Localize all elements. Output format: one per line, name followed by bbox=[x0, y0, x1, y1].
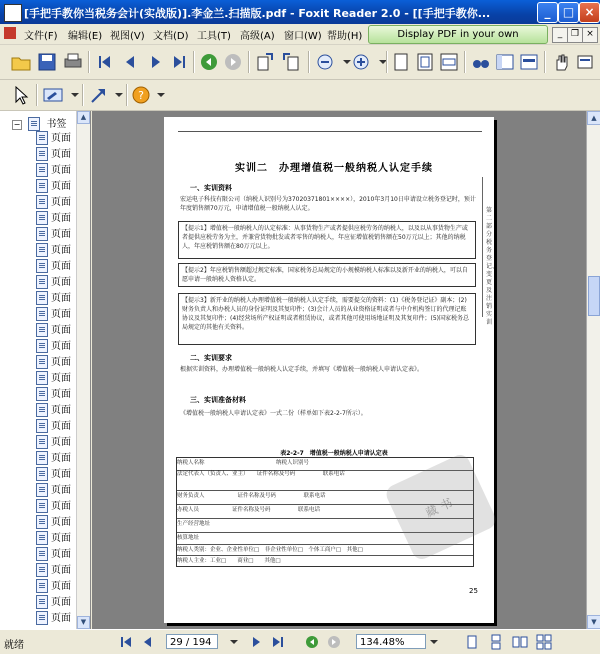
page-number: 25 bbox=[469, 587, 478, 595]
section-heading-1: 一、实训资料 bbox=[190, 184, 232, 192]
bookmark-page-label: 页面 bbox=[51, 181, 71, 192]
collapse-toggle-icon[interactable]: − bbox=[13, 120, 21, 129]
toolbar-separator bbox=[464, 51, 466, 73]
bookmark-page-label: 页面 bbox=[51, 421, 71, 432]
bookmark-page-item[interactable] bbox=[36, 145, 71, 161]
bookmark-page-item[interactable] bbox=[36, 529, 71, 545]
bookmark-page-item[interactable] bbox=[36, 289, 71, 305]
zoom-out-icon[interactable] bbox=[314, 51, 336, 73]
table-row: 生产经营地址 bbox=[177, 518, 473, 530]
bookmark-page-icon bbox=[36, 131, 48, 145]
bookmark-page-icon bbox=[36, 275, 48, 289]
bookmark-page-item[interactable] bbox=[36, 497, 71, 513]
continuous-facing-view-icon[interactable] bbox=[536, 634, 552, 650]
bookmark-page-icon bbox=[36, 147, 48, 161]
bookmark-page-item[interactable] bbox=[36, 417, 71, 433]
bookmark-page-icon bbox=[36, 531, 48, 545]
table-row: 财务负责人 证件名称及号码 联系电话 bbox=[177, 490, 473, 502]
bookmark-page-icon bbox=[36, 611, 48, 625]
side-section-label: 第二部分 税务登记、变更及注销实训 bbox=[486, 207, 499, 326]
bookmark-page-icon bbox=[36, 579, 48, 593]
status-previous-page-icon[interactable] bbox=[140, 634, 156, 650]
help-dropdown-icon[interactable] bbox=[150, 84, 172, 106]
bookmark-page-label: 页面 bbox=[51, 597, 71, 608]
bookmark-page-icon bbox=[36, 355, 48, 369]
minimize-button[interactable]: _ bbox=[537, 2, 558, 23]
bookmark-page-label: 页面 bbox=[51, 229, 71, 240]
fit-page-icon[interactable] bbox=[414, 51, 436, 73]
bookmark-page-icon bbox=[36, 515, 48, 529]
menu-edit[interactable]: 编辑(E) bbox=[68, 31, 103, 42]
page-heading: 实训二 办理增值税一般纳税人认定手续 bbox=[235, 163, 433, 174]
menu-view[interactable]: 视图(V) bbox=[110, 31, 145, 42]
main-toolbar bbox=[0, 45, 600, 80]
toolbar-separator bbox=[308, 51, 310, 73]
bookmark-page-item[interactable] bbox=[36, 161, 71, 177]
previous-page-icon[interactable] bbox=[120, 51, 142, 73]
bookmark-page-item[interactable] bbox=[36, 593, 71, 609]
bookmark-page-label: 页面 bbox=[51, 325, 71, 336]
bookmark-page-label: 页面 bbox=[51, 197, 71, 208]
status-next-page-icon[interactable] bbox=[248, 634, 264, 650]
bookmark-page-item[interactable] bbox=[36, 321, 71, 337]
bookmark-page-item[interactable] bbox=[36, 561, 71, 577]
bookmark-page-item[interactable] bbox=[36, 449, 71, 465]
bookmark-page-item[interactable] bbox=[36, 209, 71, 225]
find-binoculars-icon[interactable] bbox=[470, 51, 492, 73]
document-scrollbar[interactable] bbox=[586, 111, 600, 629]
doc-scroll-down-button[interactable]: ▼ bbox=[587, 615, 600, 629]
bookmark-page-icon bbox=[36, 547, 48, 561]
status-forward-icon[interactable] bbox=[326, 634, 342, 650]
select-text-icon[interactable] bbox=[574, 51, 596, 73]
bookmark-page-icon bbox=[36, 195, 48, 209]
bookmark-page-label: 页面 bbox=[51, 165, 71, 176]
bookmark-page-icon bbox=[36, 387, 48, 401]
zoom-in-icon[interactable] bbox=[350, 51, 372, 73]
table-row: 办税人员 证件名称及号码 联系电话 bbox=[177, 504, 473, 516]
bookmark-page-label: 页面 bbox=[51, 357, 71, 368]
menu-window[interactable]: 窗口(W) bbox=[284, 31, 322, 42]
toolbar-separator bbox=[386, 51, 388, 73]
bookmark-page-item[interactable] bbox=[36, 273, 71, 289]
toolbar-separator bbox=[82, 84, 84, 106]
toolbar-separator bbox=[36, 84, 38, 106]
bookmark-page-item[interactable] bbox=[36, 513, 71, 529]
bookmark-page-label: 页面 bbox=[51, 389, 71, 400]
status-first-page-icon[interactable] bbox=[118, 634, 134, 650]
bookmark-page-item[interactable] bbox=[36, 241, 71, 257]
table-caption: 表2-2-7 增值税一般纳税人申请认定表 bbox=[280, 450, 388, 457]
toolbar-separator bbox=[126, 84, 128, 106]
layout-panel-icon[interactable] bbox=[518, 51, 540, 73]
menu-document[interactable]: 文档(D) bbox=[153, 31, 189, 42]
bookmark-page-label: 页面 bbox=[51, 613, 71, 624]
table-row: 纳税人类别：企业、企业性单位□ 非企业性单位□ 个体工商户□ 其他□ bbox=[177, 544, 473, 556]
bookmark-page-label: 页面 bbox=[51, 517, 71, 528]
table-row: 核算地址 bbox=[177, 532, 473, 544]
close-button[interactable]: × bbox=[579, 2, 600, 23]
status-page-dropdown-icon[interactable] bbox=[226, 634, 242, 650]
bookmark-page-label: 页面 bbox=[51, 501, 71, 512]
bookmark-page-icon bbox=[36, 371, 48, 385]
status-last-page-icon[interactable] bbox=[270, 634, 286, 650]
page-number-input[interactable]: 29 / 194 bbox=[166, 634, 218, 649]
pdf-page bbox=[164, 117, 499, 623]
bookmark-page-item[interactable] bbox=[36, 465, 71, 481]
menu-tools[interactable]: 工具(T) bbox=[197, 31, 231, 42]
bookmark-page-item[interactable] bbox=[36, 401, 71, 417]
tip-box-2: 【提示2】年应税销售额超过规定标准，国家税务总局规定的小规模纳税人标准以及新开业的纳税人，可以自愿申请一般纳税人资格认定。 bbox=[178, 263, 476, 287]
annotation-tool-icon[interactable] bbox=[42, 84, 64, 106]
menu-help[interactable]: 帮助(H) bbox=[327, 31, 363, 42]
bookmark-page-label: 页面 bbox=[51, 133, 71, 144]
bookmark-page-item[interactable] bbox=[36, 385, 71, 401]
bookmark-page-icon bbox=[36, 227, 48, 241]
bookmark-page-icon bbox=[36, 499, 48, 513]
status-back-icon[interactable] bbox=[304, 634, 320, 650]
bookmark-page-label: 页面 bbox=[51, 213, 71, 224]
bookmark-page-item[interactable] bbox=[36, 257, 71, 273]
bookmark-page-label: 页面 bbox=[51, 581, 71, 592]
bookmark-page-label: 页面 bbox=[51, 293, 71, 304]
bookmark-page-item[interactable] bbox=[36, 353, 71, 369]
select-arrow-icon[interactable] bbox=[10, 84, 32, 106]
actual-size-icon[interactable] bbox=[390, 51, 412, 73]
facing-view-icon[interactable] bbox=[512, 634, 528, 650]
bookmark-page-icon bbox=[36, 211, 48, 225]
promo-banner[interactable]: Display PDF in your own bbox=[368, 25, 548, 44]
menu-advanced[interactable]: 高级(A) bbox=[240, 31, 275, 42]
bookmark-page-item[interactable] bbox=[36, 177, 71, 193]
status-bar bbox=[0, 629, 600, 654]
tip-box-1: 【提示1】增值税一般纳税人的认定标准：从事货物生产或者提供应税劳务的纳税人，以及以从事货物生产或者提供应税劳务为主，并兼营货物批发或者零售的纳税人，年应征增值税销售额在50万元以上；其他的纳税人，年应税销售额在80万元以上。 bbox=[178, 221, 476, 259]
doc-restore-button[interactable]: ❐ bbox=[567, 27, 583, 43]
bookmark-page-label: 页面 bbox=[51, 453, 71, 464]
table-row: 纳税人主业：工业□ 商业□ 其他□ bbox=[177, 555, 473, 567]
fit-width-icon[interactable] bbox=[438, 51, 460, 73]
draw-arrow-icon[interactable] bbox=[88, 84, 110, 106]
bookmark-page-icon bbox=[36, 259, 48, 273]
foxit-app-icon bbox=[4, 4, 22, 22]
page-header-rule bbox=[178, 131, 482, 132]
bookmark-page-icon bbox=[36, 323, 48, 337]
bookmark-page-icon bbox=[36, 307, 48, 321]
bookmark-panel-icon[interactable] bbox=[494, 51, 516, 73]
paragraph-1: 宏运电子科技有限公司（纳税人识别号为37020371801××××），2010年3月10日申请设立税务登记时，预计年度销售额70万元，申请增值税一般纳税人认定。 bbox=[180, 196, 476, 212]
secondary-toolbar bbox=[0, 80, 600, 111]
menu-file[interactable]: 文件(F) bbox=[24, 31, 58, 42]
bookmark-page-label: 页面 bbox=[51, 485, 71, 496]
bookmark-page-item[interactable] bbox=[36, 609, 71, 625]
bookmark-page-label: 页面 bbox=[51, 309, 71, 320]
print-icon[interactable] bbox=[62, 51, 84, 73]
bookmark-page-label: 页面 bbox=[51, 261, 71, 272]
maximize-button[interactable]: □ bbox=[558, 2, 579, 23]
bookmark-page-icon bbox=[36, 243, 48, 257]
toolbar-separator bbox=[193, 51, 195, 73]
bookmark-page-icon bbox=[36, 435, 48, 449]
bookmark-page-label: 页面 bbox=[51, 533, 71, 544]
bookmark-page-label: 页面 bbox=[51, 149, 71, 160]
window-title: [手把手教你当税务会计(实战版)].李金兰.扫描版.pdf - Foxit Reader 2.0 - [[手把手教你... bbox=[24, 7, 491, 20]
bookmark-page-label: 页面 bbox=[51, 549, 71, 560]
bookmark-page-item[interactable] bbox=[36, 193, 71, 209]
table-row: 纳税人名称 纳税人识别号 bbox=[177, 460, 310, 466]
menu-doc-icon bbox=[4, 27, 18, 39]
bookmark-page-label: 页面 bbox=[51, 437, 71, 448]
bookmark-page-icon bbox=[36, 179, 48, 193]
document-view[interactable] bbox=[92, 111, 586, 629]
bookmarks-panel bbox=[0, 111, 91, 629]
title-bar bbox=[0, 0, 600, 24]
bookmark-page-label: 页面 bbox=[51, 373, 71, 384]
paragraph-3: 《增值税一般纳税人申请认定表》一式二份（样单如下表2-2-7所示）。 bbox=[180, 410, 367, 417]
bookmark-page-item[interactable] bbox=[36, 129, 71, 145]
bookmark-page-item[interactable] bbox=[36, 433, 71, 449]
bookmark-page-item[interactable] bbox=[36, 577, 71, 593]
continuous-view-icon[interactable] bbox=[488, 634, 504, 650]
tip-box-3: 【提示3】新开业的纳税人办理增值税一般纳税人认定手续，需要提交的资料：(1)《税务登记证》副本；(2)财务负责人和办税人员的身份证明及其复印件；(3)会计人员的从业资格证明或者与中介机构签订的代理记账协议及其复印件；(4)经营场所产权证明或者租赁协议，或者其他可使用场地证明及其复印件；(5)国家税务总局规定的其他有关资料。 bbox=[178, 293, 476, 345]
bookmark-page-label: 页面 bbox=[51, 405, 71, 416]
go-back-icon[interactable] bbox=[198, 51, 220, 73]
help-icon[interactable] bbox=[130, 84, 152, 106]
bookmark-page-icon bbox=[36, 163, 48, 177]
table-row: 法定代表人（负责人、业主） 证件名称及号码 联系电话 bbox=[177, 470, 473, 489]
zoom-level-input[interactable]: 134.48% bbox=[356, 634, 426, 649]
bookmark-page-item[interactable] bbox=[36, 369, 71, 385]
bookmark-page-item[interactable] bbox=[36, 545, 71, 561]
bookmark-root[interactable] bbox=[12, 115, 66, 129]
svg-text:?: ? bbox=[138, 89, 144, 102]
last-page-icon[interactable] bbox=[168, 51, 190, 73]
bookmark-page-icon bbox=[36, 419, 48, 433]
toolbar-separator bbox=[88, 51, 90, 73]
bookmark-page-icon bbox=[36, 291, 48, 305]
doc-scroll-thumb[interactable] bbox=[588, 276, 600, 316]
bookmark-page-item[interactable] bbox=[36, 481, 71, 497]
rotate-right-icon[interactable] bbox=[280, 51, 302, 73]
open-folder-icon[interactable] bbox=[10, 51, 32, 73]
save-disk-icon[interactable] bbox=[36, 51, 58, 73]
bookmark-page-icon bbox=[36, 563, 48, 577]
sidebar-scroll-down-button[interactable]: ▼ bbox=[77, 616, 90, 629]
hand-tool-icon[interactable] bbox=[550, 51, 572, 73]
bookmark-page-icon bbox=[36, 483, 48, 497]
bookmark-page-label: 页面 bbox=[51, 341, 71, 352]
bookmark-page-label: 页面 bbox=[51, 469, 71, 480]
sidebar-scrollbar[interactable] bbox=[76, 111, 90, 629]
bookmark-page-item[interactable] bbox=[36, 305, 71, 321]
library-stamp-watermark: 藏书 bbox=[383, 452, 498, 563]
toolbar-separator bbox=[544, 51, 546, 73]
sidebar-scroll-up-button[interactable]: ▲ bbox=[77, 111, 90, 124]
toolbar-separator bbox=[248, 51, 250, 73]
bookmark-page-icon bbox=[36, 451, 48, 465]
bookmark-page-icon bbox=[36, 467, 48, 481]
go-forward-icon[interactable] bbox=[222, 51, 244, 73]
first-page-icon[interactable] bbox=[94, 51, 116, 73]
bookmark-page-item[interactable] bbox=[36, 225, 71, 241]
zoom-dropdown-icon[interactable] bbox=[426, 634, 442, 650]
single-page-view-icon[interactable] bbox=[464, 634, 480, 650]
section-heading-2: 二、实训要求 bbox=[190, 354, 232, 362]
bookmark-page-icon bbox=[36, 403, 48, 417]
doc-minimize-button[interactable]: _ bbox=[552, 27, 568, 43]
bookmark-page-item[interactable] bbox=[36, 337, 71, 353]
doc-scroll-up-button[interactable]: ▲ bbox=[587, 111, 600, 125]
next-page-icon[interactable] bbox=[144, 51, 166, 73]
bookmark-root-label: 书签 bbox=[46, 119, 67, 130]
status-ready-text: 就绪 bbox=[4, 640, 24, 651]
doc-close-button[interactable]: × bbox=[582, 27, 598, 43]
bookmark-page-icon bbox=[36, 339, 48, 353]
bookmark-page-label: 页面 bbox=[51, 277, 71, 288]
bookmark-page-label: 页面 bbox=[51, 565, 71, 576]
paragraph-2: 根据实训资料，办理增值税一般纳税人认定手续，并填写《增值税一般纳税人申请认定表》。 bbox=[180, 366, 424, 373]
section-heading-3: 三、实训准备材料 bbox=[190, 396, 246, 404]
bookmark-page-label: 页面 bbox=[51, 245, 71, 256]
rotate-left-icon[interactable] bbox=[254, 51, 276, 73]
bookmark-page-icon bbox=[36, 595, 48, 609]
